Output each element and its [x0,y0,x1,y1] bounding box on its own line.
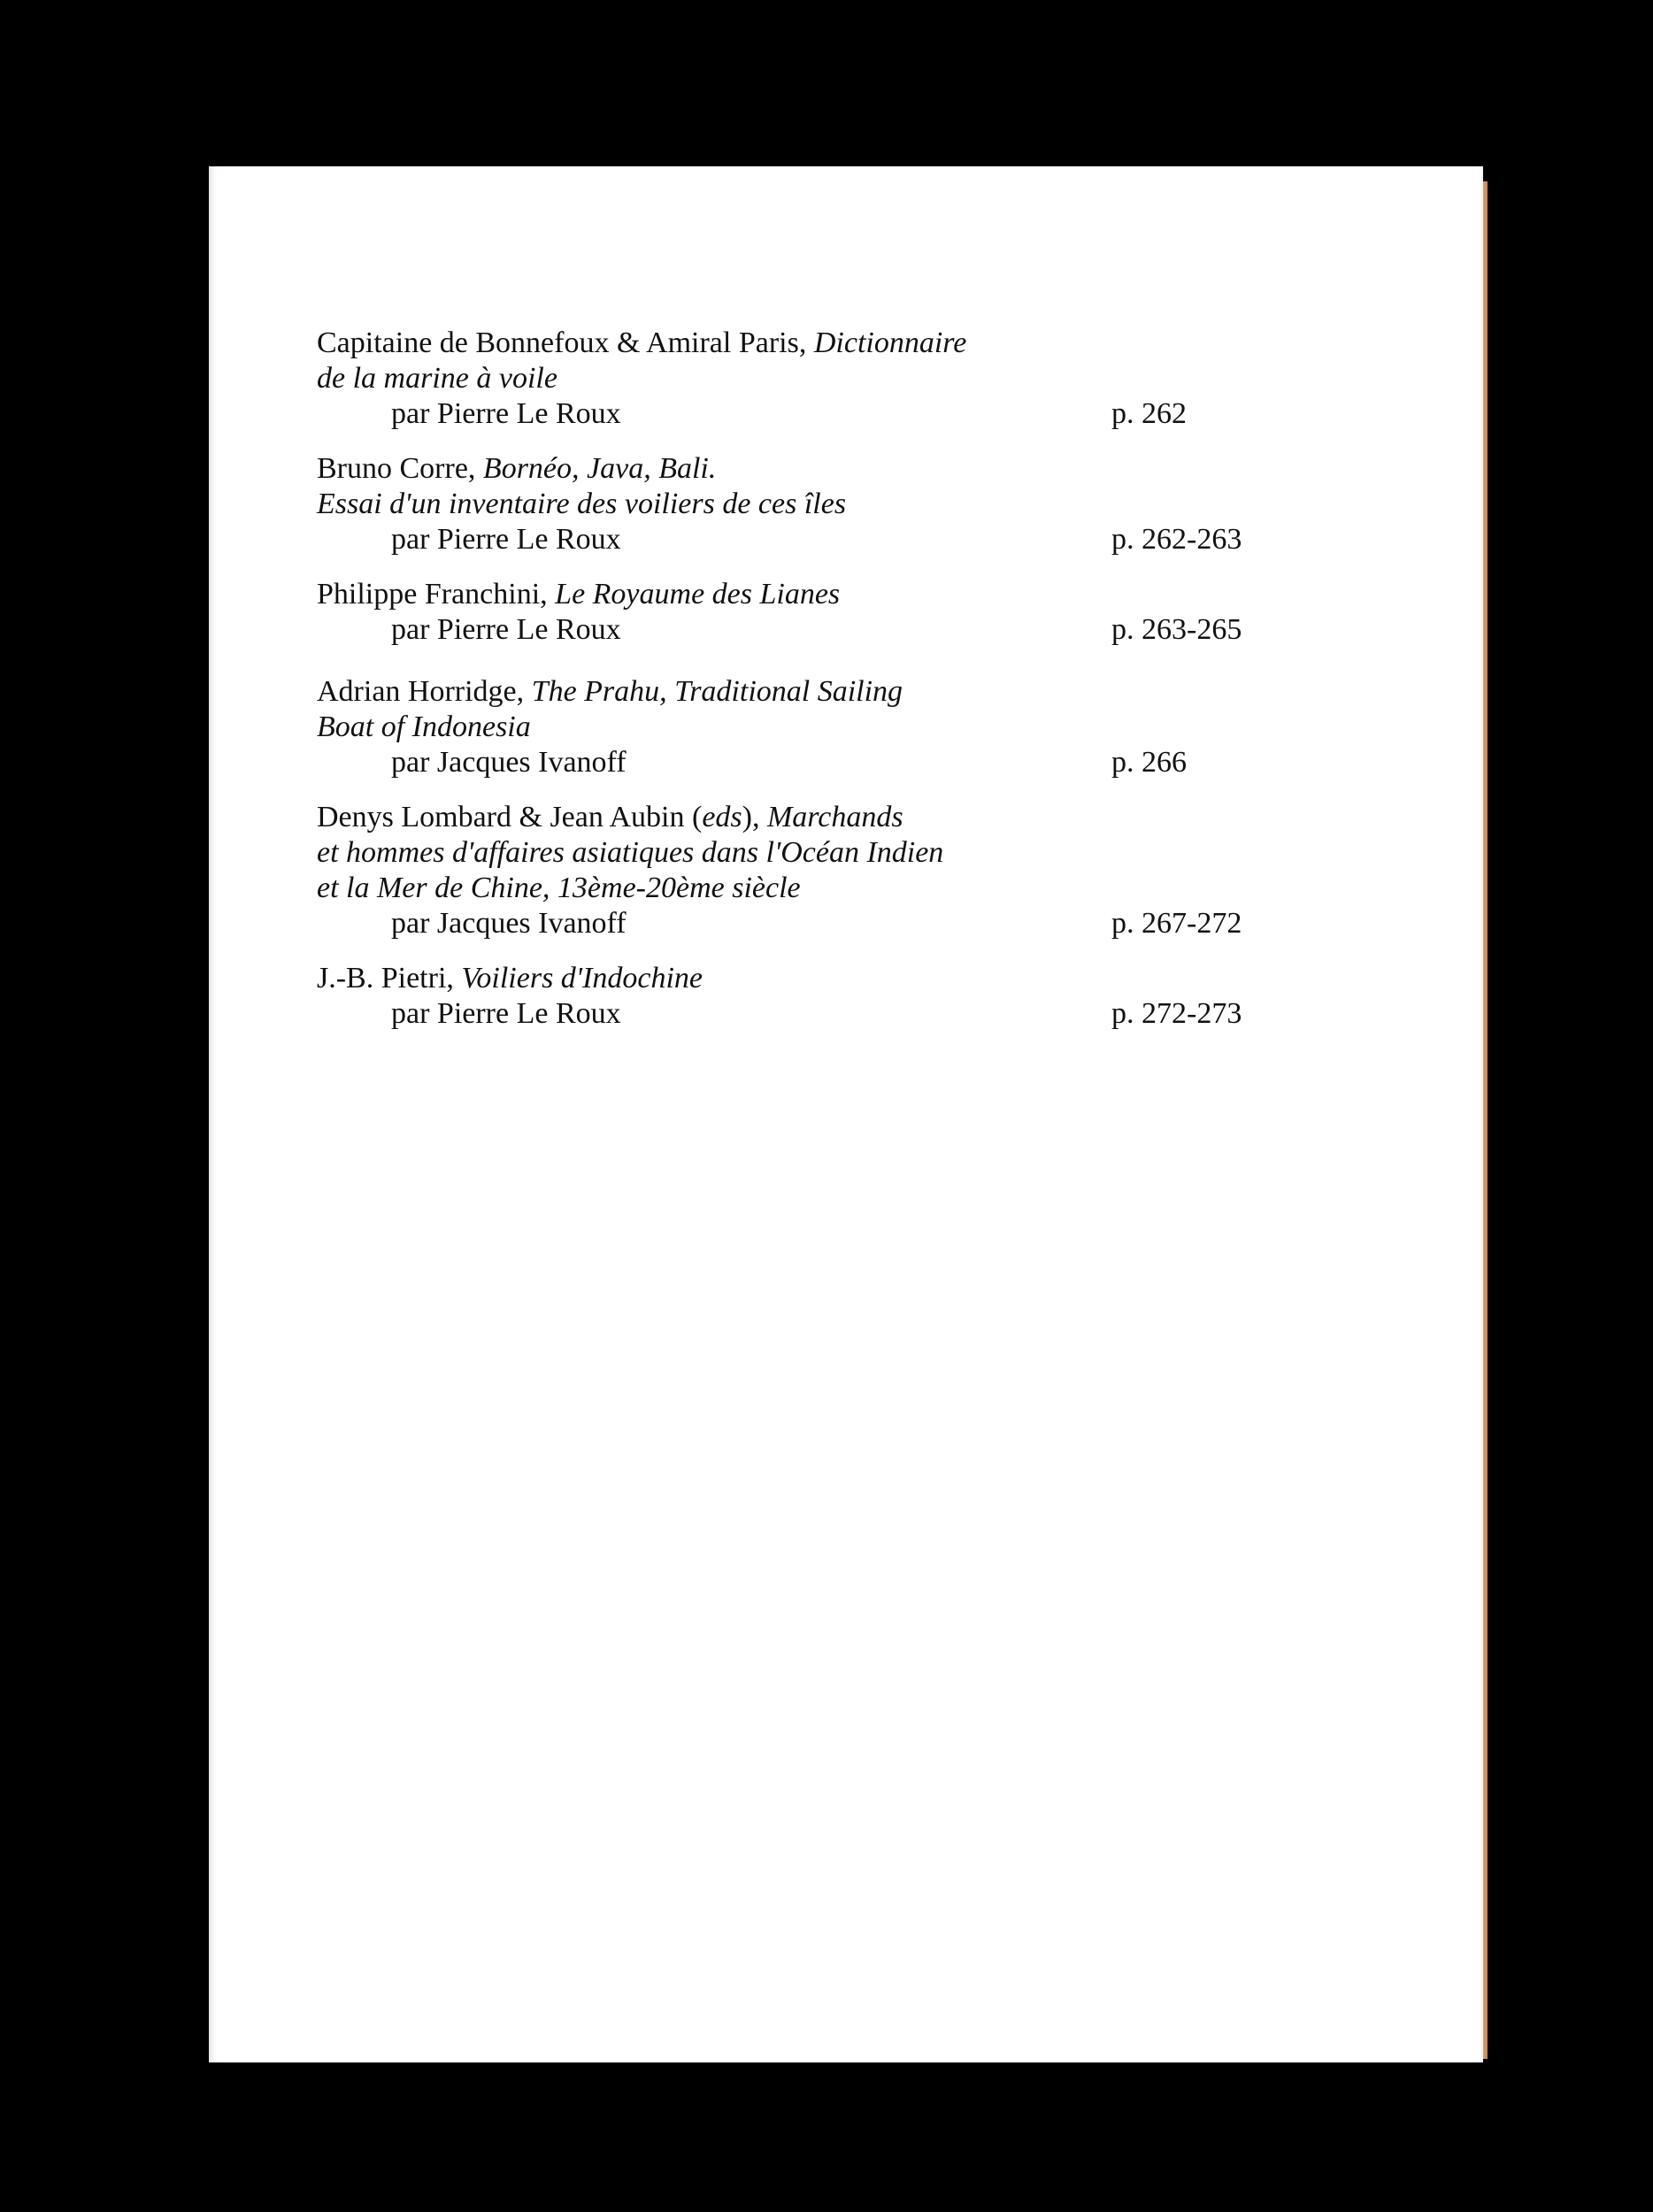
entry-reviewer: par Jacques Ivanoff [391,746,627,779]
review-entry [317,451,1467,557]
entry-title-line: et la Mer de Chine, 13ème-20ème siècle [317,872,801,904]
review-entry [317,961,1467,1032]
entry-pages: p. 262 [1111,397,1187,430]
entry-reviewer: par Pierre Le Roux [391,613,621,646]
entry-reviewer-row [317,996,1467,1032]
entry-reviewer-row [317,522,1467,557]
entry-pages: p. 272-273 [1111,997,1242,1030]
entry-reviewer: par Jacques Ivanoff [391,907,627,940]
review-entry [317,577,1467,648]
review-entry [317,674,1467,780]
entry-pages: p. 262-263 [1111,523,1242,556]
entry-reviewer-row [317,906,1467,941]
entry-title-line: Adrian Horridge, The Prahu, Traditional Sailing [317,675,903,708]
entry-title-line: Boat of Indonesia [317,710,531,743]
review-entry [317,326,1467,432]
entry-title-line: de la marine à voile [317,362,557,395]
entry-reviewer-row [317,745,1467,780]
entry-title-line: J.-B. Pietri, Voiliers d'Indochine [317,962,703,995]
entry-title-line: Bruno Corre, Bornéo, Java, Bali. [317,452,717,485]
entry-reviewer-row [317,396,1467,432]
entry-title-line: Philippe Franchini, Le Royaume des Lianes [317,578,841,611]
entry-reviewer: par Pierre Le Roux [391,523,621,556]
entry-reviewer: par Pierre Le Roux [391,397,621,430]
document-page [209,166,1483,2062]
entry-title-line: Essai d'un inventaire des voiliers de ces îles [317,488,847,520]
entry-reviewer: par Pierre Le Roux [391,997,621,1030]
entry-title-line: et hommes d'affaires asiatiques dans l'Océan Indien [317,836,944,869]
entry-pages: p. 263-265 [1111,613,1242,646]
entry-title-line: Capitaine de Bonnefoux & Amiral Paris, Dictionnaire [317,326,967,359]
entry-pages: p. 266 [1111,746,1187,779]
entry-pages: p. 267-272 [1111,907,1242,940]
entry-title-line: Denys Lombard & Jean Aubin (eds), Marchands [317,801,903,833]
entry-reviewer-row [317,612,1467,648]
review-entry [317,800,1467,941]
